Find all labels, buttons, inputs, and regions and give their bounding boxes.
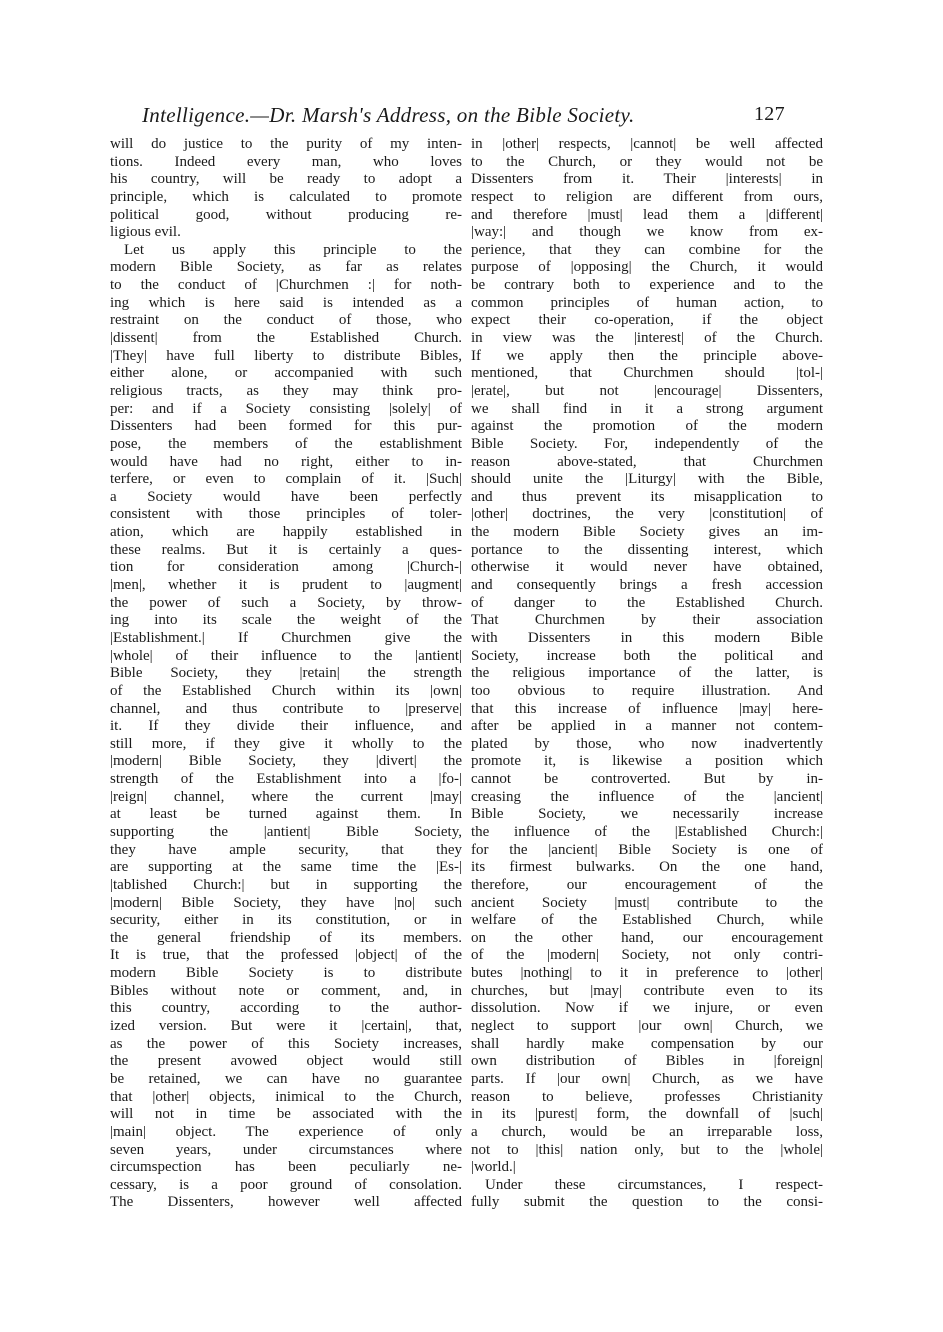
text-line: ligious evil. bbox=[110, 224, 181, 241]
text-line: portance to the dissenting interest, which bbox=[471, 541, 823, 558]
text-line: ation, which are happily established in bbox=[110, 524, 462, 541]
text-line: otherwise it would never have obtained, bbox=[471, 559, 823, 576]
text-line: at least be turned against them. In bbox=[110, 806, 462, 823]
text-line: |whole| of their influence to the |antient| bbox=[110, 647, 462, 664]
text-line: and thus prevent its misapplication to bbox=[471, 488, 823, 505]
text-line: plated by those, who now inadvertently bbox=[471, 735, 823, 752]
text-line: Bible Society. For, independently of the bbox=[471, 435, 823, 452]
text-line: be contrary both to experience and to the bbox=[471, 277, 823, 294]
text-line: with Dissenters in this modern Bible bbox=[471, 629, 823, 646]
text-line: reason above-stated, that Churchmen bbox=[471, 453, 823, 470]
text-line: in |other| respects, |cannot| be well affected bbox=[471, 136, 823, 152]
text-line: tion for consideration among |Church-| bbox=[110, 559, 462, 576]
text-line: reason to believe, professes Christianity bbox=[471, 1088, 823, 1105]
text-line: |main| object. The experience of only bbox=[110, 1123, 462, 1140]
text-line: the modern Bible Society gives an im- bbox=[471, 524, 823, 541]
text-line: Dissenters had been formed for this pur- bbox=[110, 418, 462, 435]
text-line: religious tracts, as they may think pro- bbox=[110, 382, 462, 399]
text-line: ing into its scale the weight of the bbox=[110, 612, 462, 629]
text-line: supporting the |antient| Bible Society, bbox=[110, 823, 462, 840]
text-line: the present avowed object would still bbox=[110, 1053, 462, 1070]
text-line: will do justice to the purity of my inten- bbox=[110, 136, 462, 152]
text-line: ing which is here said is intended as a bbox=[110, 294, 462, 311]
text-line: either alone, or accompanied with such bbox=[110, 365, 462, 382]
text-line: its firmest bulwarks. On the one hand, bbox=[471, 859, 823, 876]
text-line: the religious importance of the latter, is bbox=[471, 665, 823, 682]
text-line: and therefore |must| lead them a |different| bbox=[471, 206, 823, 223]
text-line: that |other| objects, inimical to the Church, bbox=[110, 1088, 462, 1105]
text-line: these realms. But it is certainly a ques- bbox=[110, 541, 462, 558]
text-line: It is true, that the professed |object| of the bbox=[110, 947, 462, 964]
text-line: his country, will be ready to adopt a bbox=[110, 171, 462, 188]
text-line: pose, the members of the establishment bbox=[110, 435, 462, 452]
text-line: seven years, under circumstances where bbox=[110, 1141, 462, 1158]
text-line: terfere, or even to complain of it. |Such| bbox=[110, 471, 462, 488]
text-line: expect their co-operation, if the object bbox=[471, 312, 823, 329]
text-line: the power of such a Society, by throw- bbox=[110, 594, 462, 611]
text-line: a Society would have been perfectly bbox=[110, 488, 462, 505]
text-line: would have had no right, either to in- bbox=[110, 453, 462, 470]
text-line: ized version. But were it |certain|, that, bbox=[110, 1018, 462, 1035]
text-line: as the power of this Society increases, bbox=[110, 1035, 462, 1052]
text-line: cessary, is a poor ground of consolation. bbox=[110, 1176, 462, 1193]
text-line: will not in time be associated with the bbox=[110, 1106, 462, 1123]
text-line: per: and if a Society consisting |solely| of bbox=[110, 400, 462, 417]
text-line: they have ample security, that they bbox=[110, 841, 462, 858]
text-line: That Churchmen by their association bbox=[471, 612, 823, 629]
text-line: strength of the Establishment into a |fo-| bbox=[110, 771, 462, 788]
text-line: still more, if they give it wholly to the bbox=[110, 735, 462, 752]
text-line: mentioned, that Churchmen should |tol-| bbox=[471, 365, 823, 382]
text-line: |erate|, but not |encourage| Dissenters, bbox=[471, 382, 823, 399]
running-header bbox=[142, 103, 842, 133]
text-line: |world.| bbox=[471, 1159, 516, 1176]
text-line: |men|, whether it is prudent to |augment| bbox=[110, 577, 462, 594]
text-line: Under these circumstances, I respect- bbox=[485, 1176, 823, 1193]
text-line: |reign| channel, where the current |may| bbox=[110, 788, 462, 805]
text-line: |They| have full liberty to distribute Bibles, bbox=[110, 347, 462, 364]
text-line: should unite the |Liturgy| with the Bible, bbox=[471, 471, 823, 488]
text-line: modern Bible Society, as far as relates bbox=[110, 259, 462, 276]
text-line: be retained, we can have no guarantee bbox=[110, 1070, 462, 1087]
text-line: principle, which is calculated to promote bbox=[110, 188, 462, 205]
text-line: neglect to support |our own| Church, we bbox=[471, 1018, 823, 1035]
text-line: the influence of the |Established Church:| bbox=[471, 823, 823, 840]
text-line: that this increase of influence |may| here- bbox=[471, 700, 823, 717]
text-line: after be applied in a manner not contem- bbox=[471, 718, 823, 735]
text-line: the general friendship of its members. bbox=[110, 929, 462, 946]
text-line: cannot be controverted. But by in- bbox=[471, 771, 823, 788]
text-line: tions. Indeed every man, who loves bbox=[110, 153, 462, 170]
text-line: consistent with those principles of toler- bbox=[110, 506, 462, 523]
text-line: in its |purest| form, the downfall of |such| bbox=[471, 1106, 823, 1123]
text-line: security, either in its constitution, or in bbox=[110, 912, 462, 929]
text-line: and consequently brings a fresh accession bbox=[471, 577, 823, 594]
text-line: |modern| Bible Society, they have |no| such bbox=[110, 894, 462, 911]
text-line: ancient Society |must| contribute to the bbox=[471, 894, 823, 911]
text-line: we shall find in it a strong argument bbox=[471, 400, 823, 417]
right-column bbox=[471, 136, 823, 1212]
text-line: to the Church, or they would not be bbox=[471, 153, 823, 170]
left-column bbox=[110, 136, 462, 1212]
text-line: butes |nothing| to it in preference to |other| bbox=[471, 965, 823, 982]
text-line: The Dissenters, however well affected bbox=[110, 1194, 462, 1211]
text-line: |dissent| from the Established Church. bbox=[110, 330, 462, 347]
page-number: 127 bbox=[754, 103, 785, 125]
text-line: too obvious to require illustration. And bbox=[471, 682, 823, 699]
text-line: |other| doctrines, the very |constitution| of bbox=[471, 506, 823, 523]
text-line: against the promotion of the modern bbox=[471, 418, 823, 435]
text-line: welfare of the Established Church, while bbox=[471, 912, 823, 929]
text-line: parts. If |our own| Church, as we have bbox=[471, 1070, 823, 1087]
text-line: Society, increase both the political and bbox=[471, 647, 823, 664]
text-line: fully submit the question to the consi- bbox=[471, 1194, 823, 1211]
text-line: shall hardly make compensation by our bbox=[471, 1035, 823, 1052]
text-line: Bibles without note or comment, and, in bbox=[110, 982, 462, 999]
text-line: Bible Society, they |retain| the strength bbox=[110, 665, 462, 682]
text-line: are supporting at the same time the |Es-| bbox=[110, 859, 462, 876]
text-line: of the |modern| Society, not only contri- bbox=[471, 947, 823, 964]
text-line: in view was the |interest| of the Church. bbox=[471, 330, 823, 347]
text-line: for the |ancient| Bible Society is one of bbox=[471, 841, 823, 858]
text-line: it. If they divide their influence, and bbox=[110, 718, 462, 735]
text-line: circumspection has been peculiarly ne- bbox=[110, 1159, 462, 1176]
text-line: modern Bible Society is to distribute bbox=[110, 965, 462, 982]
text-line: dissolution. Now if we injure, or even bbox=[471, 1000, 823, 1017]
text-line: creasing the influence of the |ancient| bbox=[471, 788, 823, 805]
text-line: own distribution of Bibles in |foreign| bbox=[471, 1053, 823, 1070]
text-line: to the conduct of |Churchmen :| for noth- bbox=[110, 277, 462, 294]
text-line: |modern| Bible Society, they |divert| the bbox=[110, 753, 462, 770]
text-line: this country, according to the author- bbox=[110, 1000, 462, 1017]
text-line: |tablished Church:| but in supporting the bbox=[110, 876, 462, 893]
text-line: Bible Society, we necessarily increase bbox=[471, 806, 823, 823]
text-line: purpose of |opposing| the Church, it would bbox=[471, 259, 823, 276]
text-line: a church, would be an irreparable loss, bbox=[471, 1123, 823, 1140]
text-line: If we apply then the principle above- bbox=[471, 347, 823, 364]
text-line: churches, but |may| contribute even to its bbox=[471, 982, 823, 999]
text-line: channel, and thus contribute to |preserve| bbox=[110, 700, 462, 717]
text-line: not to |this| nation only, but to the |whole| bbox=[471, 1141, 823, 1158]
text-line: of danger to the Established Church. bbox=[471, 594, 823, 611]
text-line: |Establishment.| If Churchmen give the bbox=[110, 629, 462, 646]
text-line: respect to religion are different from ours, bbox=[471, 188, 823, 205]
running-title: Intelligence.—Dr. Marsh's Address, on the Bible Society. bbox=[142, 103, 635, 127]
text-line: |way:| and though we know from ex- bbox=[471, 224, 823, 241]
text-line: political good, without producing re- bbox=[110, 206, 462, 223]
text-line: promote it, is likewise a position which bbox=[471, 753, 823, 770]
text-line: common principles of human action, to bbox=[471, 294, 823, 311]
text-line: of the Established Church within its |own| bbox=[110, 682, 462, 699]
text-line: perience, that they can combine for the bbox=[471, 241, 823, 258]
text-line: Let us apply this principle to the bbox=[124, 241, 462, 258]
text-line: Dissenters from it. Their |interests| in bbox=[471, 171, 823, 188]
text-line: restraint on the conduct of those, who bbox=[110, 312, 462, 329]
text-line: therefore, our encouragement of the bbox=[471, 876, 823, 893]
text-line: on the other hand, our encouragement bbox=[471, 929, 823, 946]
